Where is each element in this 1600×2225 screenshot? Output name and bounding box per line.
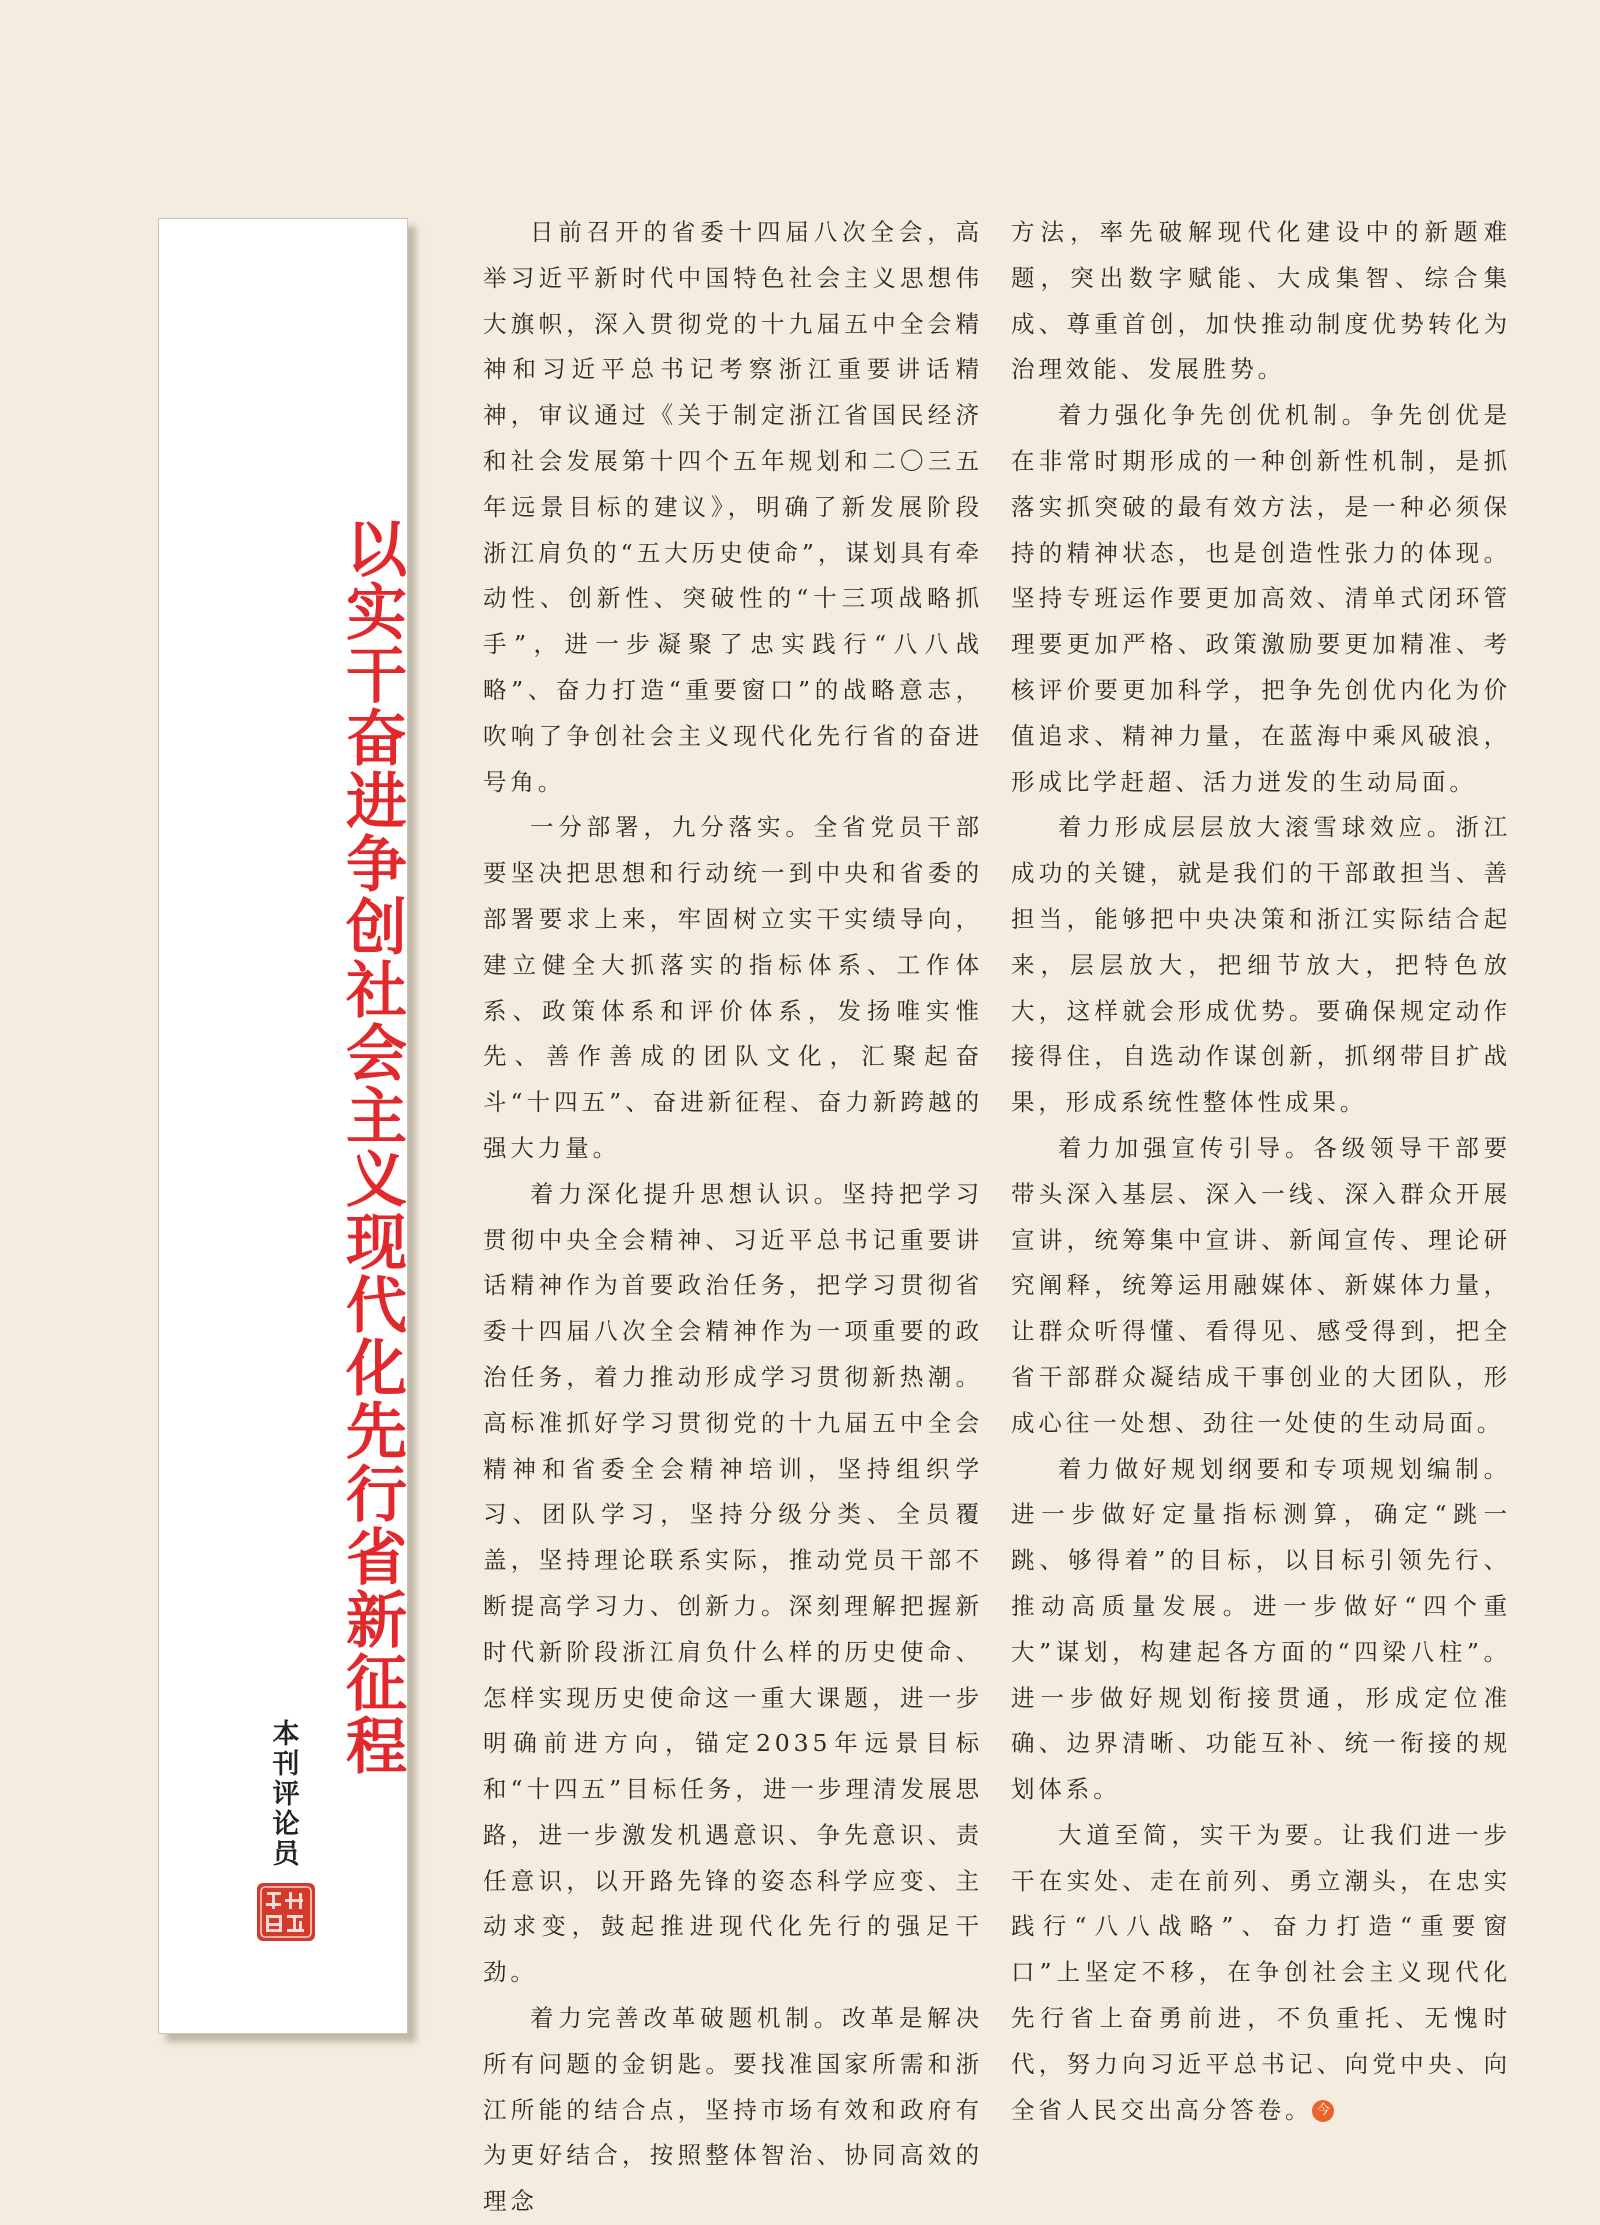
article-title [159,447,407,1847]
paragraph-continued: 方法，率先破解现代化建设中的新题难题，突出数字赋能、大成集智、综合集成、尊重首创，加快推动制度优势转化为治理效能、发展胜势。 [1011,218,1511,384]
paragraph: 日前召开的省委十四届八次全会，高举习近平新时代中国特色社会主义思想伟大旗帜，深入贯彻党的十九届五中全会精神和习近平总书记考察浙江重要讲话精神，审议通过《关于制定浙江省国民经济和社会发展第十四个五年规划和二〇三五年远景目标的建议》，明确了新发展阶段浙江肩负的“五大历史使命”，谋划具有牵动性、创新性、突破性的“十三项战略抓手”，进一步凝聚了忠实践行“八八战略”、奋力打造“重要窗口”的战略意志，吹响了争创社会主义现代化先行省的奋进号角。 [483,218,983,796]
paragraph: 着力完善改革破题机制。改革是解决所有问题的金钥匙。要找准国家所需和浙江所能的结合点，坚持市场有效和政府有为更好结合，按照整体智治、协同高效的理念 [483,2004,983,2216]
paragraph: 着力做好规划纲要和专项规划编制。进一步做好定量指标测算，确定“跳一跳、够得着”的目标，以目标引领先行、推动高质量发展。进一步做好“四个重大”谋划，构建起各方面的“四梁八柱”。进一步做好规划衔接贯通，形成定位准确、边界清晰、功能互补、统一衔接的规划体系。 [1011,1454,1511,1804]
paragraph: 着力加强宣传引导。各级领导干部要带头深入基层、深入一线、深入群众开展宣讲，统筹集中宣讲、新闻宣传、理论研究阐释，统筹运用融媒体、新媒体力量，让群众听得懂、看得见、感受得到，把全省干部群众凝结成干事创业的大团队，形成心往一处想、劲往一处使的生动局面。 [1011,1133,1511,1437]
title-panel [158,218,408,2034]
paragraph: 着力深化提升思想认识。坚持把学习贯彻中央全会精神、习近平总书记重要讲话精神作为首要政治任务，把学习贯彻省委十四届八次全会精神作为一项重要的政治任务，着力推动形成学习贯彻新热潮。高标准抓好学习贯彻党的十九届五中全会精神和省委全会精神培训，坚持组织学习、团队学习，坚持分级分类、全员覆盖，坚持理论联系实际，推动党员干部不断提高学习力、创新力。深刻理解把握新时代新阶段浙江肩负什么样的历史使命、怎样实现历史使命这一重大课题，进一步明确前进方向，锚定2035年远景目标和“十四五”目标任务，进一步理清发展思路，进一步激发机遇意识、争先意识、责任意识，以开路先锋的姿态科学应变、主动求变，鼓起推进现代化先行的强足干劲。 [483,1179,983,1987]
final-paragraph-text: 大道至简，实干为要。让我们进一步干在实处、走在前列、勇立潮头，在忠实践行“八八战略”、奋力打造“重要窗口”上坚定不移，在争创社会主义现代化先行省上奋勇前进，不负重托、无愧时代，努力向习近平总书记、向党中央、向全省人民交出高分答卷。 [1011,1820,1511,2124]
byline [159,1719,407,1869]
body-column-right [1011,210,1511,2133]
paragraph: 着力强化争先创优机制。争先创优是在非常时期形成的一种创新性机制，是抓落实抓突破的最有效方法，是一种必须保持的精神状态，也是创造性张力的体现。坚持专班运作要更加高效、清单式闭环管理要更加严格、政策激励要更加精准、考核评价要更加科学，把争先创优内化为价值追求、精神力量，在蓝海中乘风破浪，形成比学赶超、活力迸发的生动局面。 [1011,401,1511,796]
body-column-left [483,210,983,2225]
end-mark-icon: 今 [1312,2100,1334,2122]
paragraph: 着力形成层层放大滚雪球效应。浙江成功的关键，就是我们的干部敢担当、善担当，能够把中央决策和浙江实际结合起来，层层放大，把细节放大，把特色放大，这样就会形成优势。要确保规定动作接得住，自选动作谋创新，抓纲带目扩战果，形成系统性整体性成果。 [1011,813,1511,1117]
paragraph-final [1011,1813,1511,2134]
byline-text: 本刊评论员 [267,1719,299,1869]
seal-stamp-icon [255,1881,317,1943]
paragraph: 一分部署，九分落实。全省党员干部要坚决把思想和行动统一到中央和省委的部署要求上来，牢固树立实干实绩导向，建立健全大抓落实的指标体系、工作体系、政策体系和评价体系，发扬唯实惟先、善作善成的团队文化，汇聚起奋斗“十四五”、奋进新征程、奋力新跨越的强大力量。 [483,813,983,1162]
article-title-text: 以实干奋进争创社会主义现代化先行省新征程 [336,517,407,1777]
